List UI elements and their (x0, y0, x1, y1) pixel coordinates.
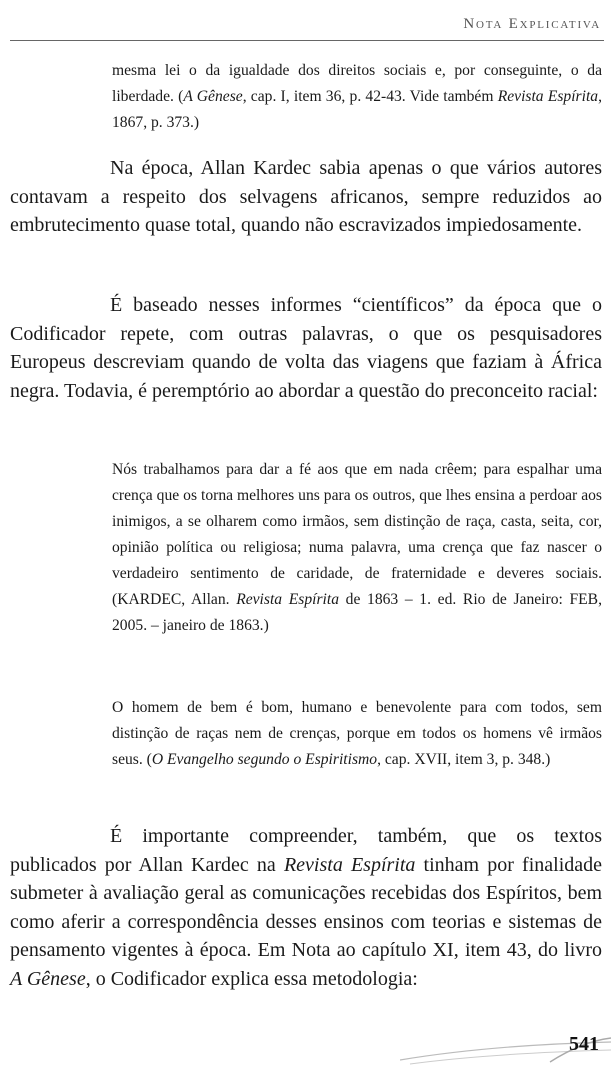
book-title: A Gênese (10, 967, 86, 990)
block-quote-2 (112, 695, 602, 773)
block-quote-1 (112, 457, 602, 639)
paragraph-3 (10, 822, 602, 993)
quote-continuation (112, 58, 602, 136)
quote-text: O homem de bem é bom, humano e benevolente para com todos, sem distinção de raças nem de crenças, porque em todos os homens vê irmãos seus. ( (112, 699, 602, 768)
quote-text: mesma lei o da igualdade dos direitos sociais e, por conseguinte, o da liberdade. ( (112, 62, 602, 105)
quote-text: Nós trabalhamos para dar a fé aos que em nada crêem; para espalhar uma crença que os torna melhores uns para os outros, que lhes ensina a perdoar aos inimigos, a se olharem como irmãos, sem distinção de raça, casta, seita, cor, opinião política ou religiosa; numa palavra, uma crença que faz nascer o verdadeiro sentimento de caridade, de fraternidade e deveres sociais. (KARDEC, Allan. (112, 461, 602, 608)
quote-text: , cap. I, item 36, p. 42-43. Vide também (242, 88, 498, 105)
paragraph-text: É importante compreender, também, que os textos publicados por Allan Kardec na (10, 825, 602, 876)
page-number: 541 (569, 1033, 599, 1055)
paragraph-text: tinham por finalidade submeter à avaliação geral as comunicações recebidas dos Espíritos, bem como aferir a correspondência desses ensinos com teorias e sistemas de pensamento vigentes à época. Em Nota ao capítulo XI, item 43, do livro (10, 853, 603, 961)
book-title: A Gênese (183, 88, 243, 105)
quote-text: de 1863 – 1. ed. Rio de Janeiro: FEB, 2005. – janeiro de 1863.) (112, 591, 602, 634)
paragraph-2: É baseado nesses informes “científicos” da época que o Codificador repete, com outras palavras, o que os pesquisadores Europeus descreviam quando de volta das viagens que faziam à África negra. Todavia, é peremptório ao abordar a questão do preconceito racial: (10, 294, 602, 402)
book-title: Revista Espírita (236, 591, 339, 608)
book-title: Revista Espírita (283, 853, 416, 876)
quote-text: , 1867, p. 373.) (112, 88, 602, 131)
paragraph-1: Na época, Allan Kardec sabia apenas o que vários autores contavam a respeito dos selvagens africanos, sempre reduzidos ao embrutecimento quase total, quando não escravizados impiedosamente. (10, 157, 602, 236)
book-title: O Evangelho segundo o Espiritismo (151, 751, 378, 768)
quote-text: , cap. XVII, item 3, p. 348.) (377, 751, 551, 768)
running-header: Nota Explicativa (463, 16, 601, 32)
paragraph-text: , o Codificador explica essa metodologia: (85, 967, 418, 990)
header-rule (10, 40, 604, 41)
book-title: Revista Espírita (497, 88, 599, 105)
